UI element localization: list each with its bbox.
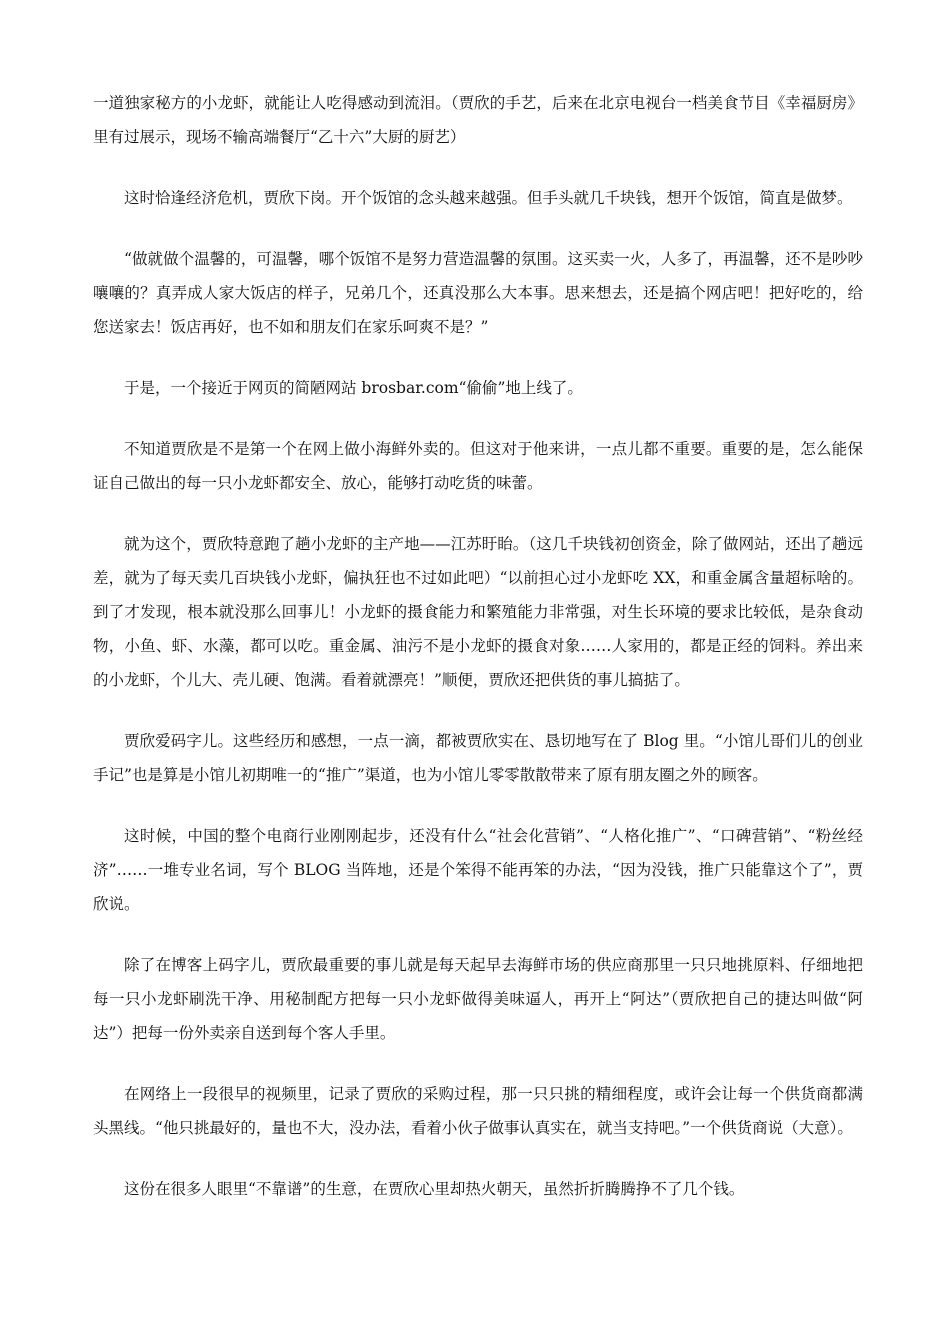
paragraph-2: 这时恰逢经济危机，贾欣下岗。开个饭馆的念头越来越强。但手头就几千块钱，想开个饭馆，简直是做梦。 xyxy=(124,189,853,207)
paragraph-4: 于是，一个接近于网页的简陋网站 brosbar.com“偷偷”地上线了。 xyxy=(124,379,583,397)
paragraph-8: 这时候，中国的整个电商行业刚刚起步，还没有什么“社会化营销”、“人格化推广”、“口碑营销”、“粉丝经济”……一堆专业名词，写个 BLOG 当阵地，还是个笨得不能再笨的办法，“因为没钱，推广只能靠这个了”，贾欣说。 xyxy=(93,827,863,913)
paragraph-3: “做就做个温馨的，可温馨，哪个饭馆不是努力营造温馨的氛围。这买卖一火，人多了，再温馨，还不是吵吵嚷嚷的？真弄成人家大饭店的样子，兄弟几个，还真没那么大本事。思来想去，还是搞个网店吧！把好吃的，给您送家去！饭店再好，也不如和朋友们在家乐呵爽不是？” xyxy=(93,250,863,336)
paragraph-6: 就为这个，贾欣特意跑了趟小龙虾的主产地——江苏盱眙。（这几千块钱初创资金，除了做网站，还出了趟远差，就为了每天卖几百块钱小龙虾，偏执狂也不过如此吧）“以前担心过小龙虾吃 XX，和重金属含量超标啥的。到了才发现，根本就没那么回事儿！小龙虾的摄食能力和繁殖能力非常强，对生长环境的要求比较低，是杂食动物，小鱼、虾、水藻，都可以吃。重金属、油污不是小龙虾的摄食对象……人家用的，都是正经的饲料。养出来的小龙虾，个儿大、壳儿硬、饱满。看着就漂亮！”顺便，贾欣还把供货的事儿搞掂了。 xyxy=(93,535,863,689)
paragraph-11: 这份在很多人眼里“不靠谱”的生意，在贾欣心里却热火朝天，虽然折折腾腾挣不了几个钱。 xyxy=(124,1180,745,1198)
paragraph-10: 在网络上一段很早的视频里，记录了贾欣的采购过程，那一只只挑的精细程度，或许会让每一个供货商都满头黑线。“他只挑最好的，量也不大，没办法，看着小伙子做事认真实在，就当支持吧。”一个供货商说（大意）。 xyxy=(93,1085,863,1137)
paragraph-9: 除了在博客上码字儿，贾欣最重要的事儿就是每天起早去海鲜市场的供应商那里一只只地挑原料、仔细地把每一只小龙虾刷洗干净、用秘制配方把每一只小龙虾做得美味逼人，再开上“阿达”（贾欣把自己的捷达叫做“阿达”）把每一份外卖亲自送到每个客人手里。 xyxy=(93,956,863,1042)
article-body xyxy=(93,86,863,1233)
paragraph-7: 贾欣爱码字儿。这些经历和感想，一点一滴，都被贾欣实在、恳切地写在了 Blog 里。“小馆儿哥们儿的创业手记”也是算是小馆儿初期唯一的“推广”渠道，也为小馆儿零零散散带来了原有朋友圈之外的顾客。 xyxy=(93,732,863,784)
paragraph-1: 一道独家秘方的小龙虾，就能让人吃得感动到流泪。（贾欣的手艺，后来在北京电视台一档美食节目《幸福厨房》里有过展示，现场不输高端餐厅“乙十六”大厨的厨艺） xyxy=(93,94,863,146)
paragraph-5: 不知道贾欣是不是第一个在网上做小海鲜外卖的。但这对于他来讲，一点儿都不重要。重要的是，怎么能保证自己做出的每一只小龙虾都安全、放心，能够打动吃货的味蕾。 xyxy=(93,440,863,492)
